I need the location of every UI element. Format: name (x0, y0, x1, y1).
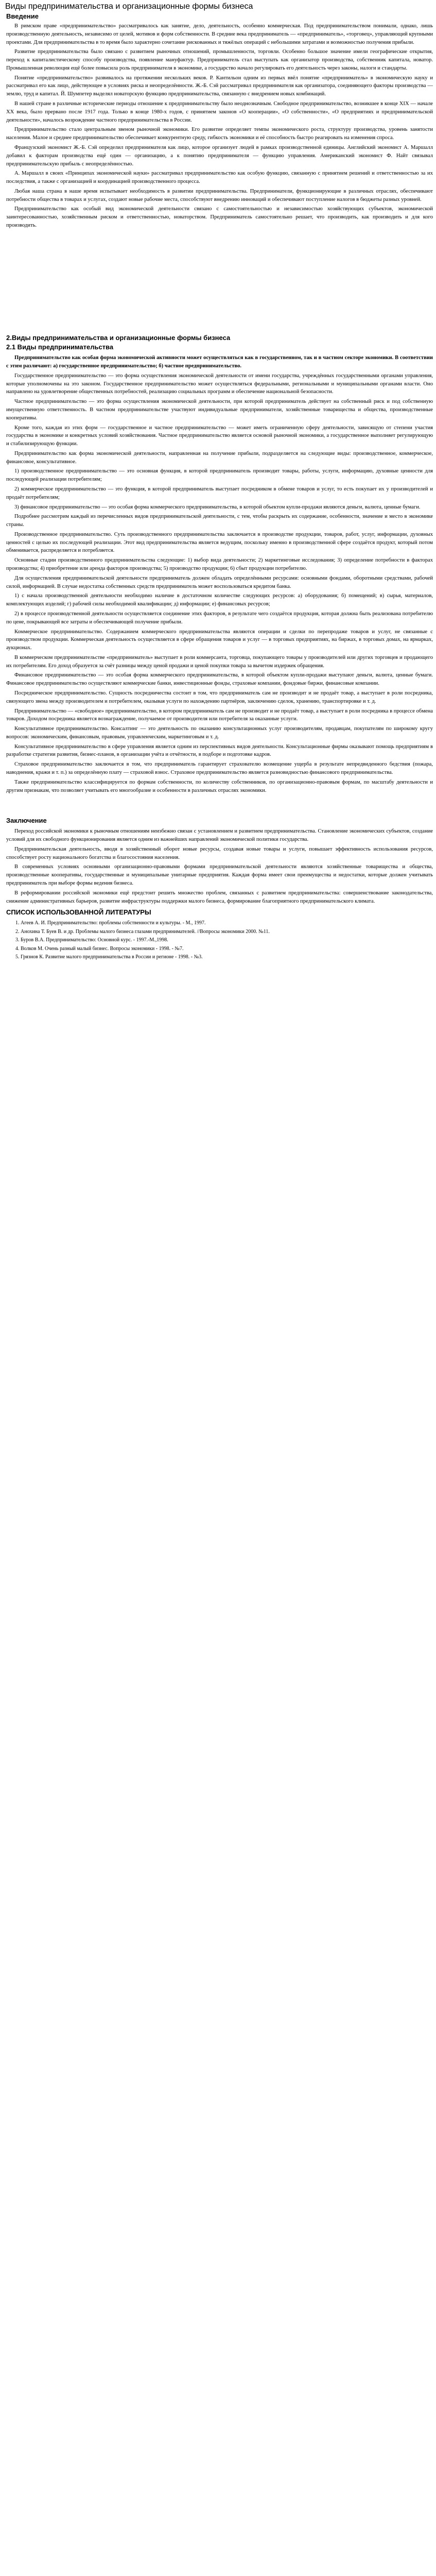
paragraph: Французский экономист Ж.-Б. Сэй определил предпринимателя как лицо, которое организует людей в рамках производственной единицы. Английский экономист А. Маршалл добавил к факторам производства ещё один — организацию, а к понятию предпринимателя — функцию управления. Американский экономист Ф. Найт связывал предпринимательскую прибыль с неопределённостью. (6, 144, 433, 167)
paragraph: Предпринимательство стало центральным звеном рыночной экономики. Его развитие определяет темпы экономического роста, структуру производства, уровень занятости населения. Малое и среднее предпринимательство обеспечивает конкурентную среду, гибкость экономики и её способность быстро реагировать на изменения спроса. (6, 127, 433, 141)
references-heading: СПИСОК ИСПОЛЬЗОВАННОЙ ЛИТЕРАТУРЫ (6, 908, 151, 917)
paragraph: Предпринимательская деятельность, вводя в хозяйственный оборот новые ресурсы, создавая новые товары и услуги, повышает эффективность использования ресурсов, способствует росту национального богатства и благосостояния населения. (6, 846, 433, 860)
paragraph: 3) финансовое предпринимательство — это особая форма коммерческого предпринимательства, в которой объектом купли-продажи являются деньги, валюта, ценные бумаги. (14, 504, 421, 510)
paragraph: В римском праве «предпринимательство» рассматривалось как занятие, дело, деятельность, особенно коммерческая. Под предпринимательством понимали, однако, лишь производственную деятельность, независимо от целей, мотивов и форм собственности. В средние века предприниматель — «предприниматель», «торговец», управляющий крупными проектами. Для предпринимательства в то время было характерно сочетание рискованных и тяжёлых операций с небольшими затратами и возможностью получения прибыли. (6, 23, 433, 45)
paragraph: 1) с начала производственной деятельности необходимо наличие в достаточном количестве следующих ресурсов: а) оборудования; б) помещений; в) сырья, материалов, комплектующих изделий; г) рабочей силы необходимой квалификации; д) информации; е) финансовых ресурсов; (6, 593, 433, 607)
paragraph: Государственное предпринимательство — это форма осуществления экономической деятельности от имени государства, учреждённых государственными органами управления, которые уполномочены на это законом. Государственное предпринимательство может осуществляться федеральными, региональными и муниципальными органами власти. Оно направлено на удовлетворение общественных потребностей, реализацию социальных программ и обеспечение национальной безопасности. (6, 372, 433, 395)
bold-paragraph: Предпринимательство как особая форма экономической активности может осуществляться как в государственном, так и в частном секторе экономики. В соответствии с этим различают: а) государственное предпринимательство; б) частное предпринимательство. (6, 355, 433, 369)
reference-item: 4. Волков М. Очень разный малый бизнес. Вопросы экономики - 1998. - №7. (21, 945, 433, 954)
paragraph: Страховое предпринимательство заключается в том, что предприниматель гарантирует страхователю возмещение ущерба в результате непредвиденного бедствия (пожара, наводнения, кражи и т. п.) за определённую плату — страховой взнос. Страховое предпринимательство является разновидностью финансового предпринимательства. (6, 761, 433, 776)
paragraph: Предпринимательство как особый вид экономической деятельности связано с самостоятельностью и независимостью хозяйствующих субъектов, экономической заинтересованностью, хозяйственным риском и ответственностью, новаторством. Предприниматель самостоятельно решает, что производить, как производить и для кого производить. (6, 206, 433, 228)
document-title: Виды предпринимательства и организационные формы бизнеса (5, 2, 253, 11)
paragraph: В нашей стране в различные исторические периоды отношение к предпринимательству было неоднозначным. Свободное предпринимательство, возникшее в конце XIX — начале XX века, было прервано после 1917 года. Только в конце 1980-х годов, с принятием законов «О кооперации», «О собственности», «О предприятиях и предпринимательской деятельности», началось возрождение частного предпринимательства в России. (6, 101, 433, 123)
paragraph: Развитие предпринимательства было связано с развитием рыночных отношений, промышленности, торговли. Особенно большое значение имели географические открытия, переход к капиталистическому способу производства, появление мануфактур. Предприниматель стал выступать как организатор производства, собственник капитала, новатор. Промышленная революция ещё более повысила роль предпринимателя в экономике, а государство начало регулировать его деятельность через законы, налоги и стандарты. (6, 49, 433, 71)
paragraph: Посредническое предпринимательство. Сущность посредничества состоит в том, что предприниматель сам не производит и не продаёт товар, а выступает в роли посредника, связующего звена между производителем и потребителем, оказывая услуги по нахождению партнёров, заключению сделок, хранению, транспортировке и т. д. (6, 690, 433, 704)
paragraph: В современных условиях основными организационно-правовыми формами предпринимательской деятельности являются хозяйственные товарищества и общества, производственные кооперативы, государственные и муниципальные унитарные предприятия. Каждая форма имеет свои преимущества и недостатки, которые должен учитывать предприниматель при выборе формы ведения бизнеса. (6, 864, 433, 887)
paragraph: Кроме того, каждая из этих форм — государственное и частное предпринимательство — может иметь ограниченную сферу деятельности, зависящую от степени участия государства в экономике и конкретных условий хозяйствования. Частное предпринимательство является основой рыночной экономики, а государственное выполняет регулирующую и стабилизирующую функции. (6, 425, 433, 447)
page-break-space (3, 231, 433, 328)
reference-item: 3. Буров В.А. Предпринимательство: Основной курс. - 1997.-М.,1998. (21, 936, 433, 945)
paragraph: Для осуществления предпринимательской деятельности предприниматель должен обладать определёнными ресурсами: основными фондами, оборотными средствами, рабочей силой, информацией. В случае недостатка собственных средств предприниматель может воспользоваться кредитом банка. (6, 575, 433, 589)
document-page (0, 2, 436, 962)
paragraph: 1) производственное предпринимательство — это основная функция, в которой предприниматель производит товары, работы, услуги, информацию, духовные ценности для последующей реализации потребителям; (6, 468, 433, 483)
paragraph: Подробнее рассмотрим каждый из перечисленных видов предпринимательской деятельности, с тем, чтобы раскрыть их содержание, особенности, значение и место в экономике страны. (6, 514, 433, 528)
paragraph: Консультативное предпринимательство в сфере управления является одним из перспективных видов деятельности. Консультационные фирмы оказывают помощь предприятиям в разработке стратегии развития, бизнес-планов, в организации учёта и отчётности, в подборе и подготовке кадров. (6, 743, 433, 758)
chapter-2-heading: 2.Виды предпринимательства и организационные формы бизнеса (6, 333, 231, 342)
conclusion-section (3, 827, 433, 905)
references-list (13, 919, 433, 962)
section-2-1-heading: 2.1 Виды предпринимательства (6, 343, 114, 351)
reference-item: 5. Грязнов К. Развитие малого предпринимательства в России и регионе - 1998. - №3. (21, 953, 433, 962)
paragraph: Также предпринимательство классифицируется по формам собственности, по количеству собственников, по организационно-правовым формам, по масштабу деятельности и другим признакам, что позволяет учитывать его многообразие и особенности в различных отраслях экономики. (6, 779, 433, 793)
paragraph: Предпринимательство — «свободное» предпринимательство, в котором предприниматель сам не производит и не продаёт товар, а выступает в роли посредника в процессе обмена товаров. Доходом посредника является вознаграждение, получаемое от производителя или потребителя за оказанные услуги. (6, 708, 433, 722)
intro-section (3, 22, 433, 230)
paragraph: Понятие «предпринимательство» развивалось на протяжении нескольких веков. Р. Кантильон одним из первых ввёл понятие «предприниматель» в экономическую науку и рассматривал его как лицо, действующее в условиях риска и неопределённости. Ж.-Б. Сэй рассматривал предпринимателя как организатора, соединяющего факторы производства — землю, труд и капитал. Й. Шумпетер выделял новаторскую функцию предпринимательства, связанную с внедрением новых комбинаций. (6, 75, 433, 97)
paragraph: В реформировании российской экономики ещё предстоит решить множество проблем, связанных с развитием предпринимательства: совершенствование законодательства, снижение административных барьеров, развитие инфраструктуры поддержки малого бизнеса, формирование благоприятного предпринимательского климата. (6, 890, 433, 904)
paragraph: Коммерческое предпринимательство. Содержанием коммерческого предпринимательства являются операции и сделки по перепродаже товаров и услуг, не связанные с производством продукции. Коммерческая деятельность осуществляется в сфере обращения товаров и услуг — в торговых предприятиях, на биржах, в торговых домах, на ярмарках, аукционах. (6, 629, 433, 651)
reference-item: 1. Агеев А. И. Предпринимательство: проблемы собственности и культуры. - М., 1997. (21, 919, 433, 928)
section-space (3, 796, 433, 816)
chapter-2-section (3, 354, 433, 794)
paragraph: Основные стадии производственного предпринимательства следующие: 1) выбор вида деятельности; 2) маркетинговые исследования; 3) определение потребности в факторах производства; 4) приобретение или аренда факторов производства; 5) производство продукции; 6) сбыт продукции потребителю. (6, 557, 433, 572)
paragraph: Переход российской экономики к рыночным отношениям неизбежно связан с установлением и развитием предпринимательства. Становление экономических субъектов, создание условий для их свободного функционирования является одним из важнейших направлений экономической политики государства. (6, 828, 433, 843)
paragraph: В коммерческом предпринимательстве «предприниматель» выступает в роли коммерсанта, торговца, покупающего товары у производителей или других торговцев и продающего их потребителям. Его доход образуется за счёт разницы между ценой продажи и ценой покупки товара за вычетом издержек обращения. (6, 654, 433, 669)
paragraph: А. Маршалл в своих «Принципах экономической науки» рассматривал предпринимательство как особую функцию, связанную с принятием решений и ответственностью за их последствия, а также с организацией и координацией производственного процесса. (6, 171, 433, 185)
paragraph: Предпринимательство как форма экономической деятельности, направленная на получение прибыли, подразделяется на следующие виды: производственное, коммерческое, финансовое, консультативное. (6, 450, 433, 465)
paragraph: Частное предпринимательство — это форма осуществления экономической деятельности, при которой предприниматель действует на собственный риск и под собственную имущественную ответственность. В частном предпринимательстве участвуют индивидуальные предприниматели, хозяйственные товарищества и общества, производственные кооперативы. (6, 399, 433, 421)
conclusion-heading: Заключение (6, 817, 47, 825)
paragraph: Любая наша страна в наше время испытывает необходимость в развитии предпринимательства. Предприниматели, функционирующие в различных отраслях, обеспечивают потребности общества в товарах и услугах, создают новые рабочие места, способствуют внедрению инноваций и обеспечивают поступление налогов в бюджеты разных уровней. (6, 188, 433, 202)
reference-item: 2. Анохина Т. Буев В. и др. Проблемы малого бизнеса глазами предпринимателей. //Вопросы экономики 2000. №11. (21, 928, 433, 937)
paragraph: Консультативное предпринимательство. Консалтинг — это деятельность по оказанию консультационных услуг производителям, продавцам, покупателям по широкому кругу вопросов: экономическим, финансовым, правовым, управленческим, маркетинговым и т. д. (6, 726, 433, 740)
intro-heading: Введение (6, 12, 39, 20)
paragraph: Производственное предпринимательство. Суть производственного предпринимательства заключается в производстве продукции, товаров, работ, услуг, информации, духовных ценностей с целью их последующей реализации. Этот вид предпринимательства является ведущим, поскольку именно в производственной сфере создаётся продукт, который потом обменивается, распределяется и потребляется. (6, 531, 433, 554)
paragraph: 2) в процессе производственной деятельности осуществляется соединение этих факторов, в результате чего создаётся продукция, которая должна быть реализована потребителю по цене, покрывающей все затраты и обеспечивающей получение прибыли. (6, 611, 433, 625)
paragraph: Финансовое предпринимательство — это особая форма коммерческого предпринимательства, в которой объектом купли-продажи выступают деньги, валюта, ценные бумаги. Финансовое предпринимательство осуществляют коммерческие банки, инвестиционные фонды, страховые компании, фондовые биржи, финансовые компании. (6, 672, 433, 687)
paragraph: 2) коммерческое предпринимательство — это функция, в которой предприниматель выступает посредником в обмене товаров и услуг, то есть покупает их у производителей и продаёт потребителям; (6, 486, 433, 500)
